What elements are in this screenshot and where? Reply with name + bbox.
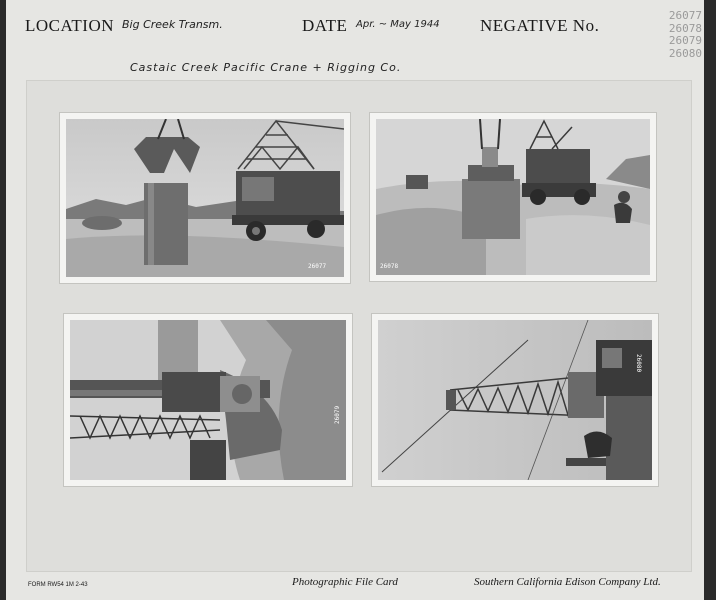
card-title: Photographic File Card xyxy=(292,576,398,588)
photo-crane-lattice-boom xyxy=(372,314,658,486)
photo-mount xyxy=(26,80,692,572)
negative-number-list xyxy=(632,10,702,60)
company-name: Southern California Edison Company Ltd. xyxy=(474,576,661,588)
right-border xyxy=(704,0,716,600)
photo-negative-number: 26078 xyxy=(380,263,399,270)
negative-number: 26079 xyxy=(668,34,702,47)
photo-negative-number: 26079 xyxy=(334,405,341,424)
photo-negative-number: 26077 xyxy=(308,263,327,270)
photo-image xyxy=(378,320,652,480)
negative-number: 26078 xyxy=(668,21,702,35)
photo-image xyxy=(376,119,650,275)
photo-image xyxy=(70,320,346,480)
location-value: Big Creek Transm. xyxy=(122,18,223,31)
negative-number: 26080 xyxy=(668,46,702,60)
photo-crane-boom-rotated xyxy=(64,314,352,486)
location-label: LOCATION xyxy=(25,16,114,35)
description: Castaic Creek Pacific Crane + Rigging Co. xyxy=(130,61,402,74)
negative-number: 26077 xyxy=(668,9,702,22)
photo-bucket-and-crane xyxy=(370,113,656,281)
photo-image xyxy=(66,119,344,277)
negative-label: NEGATIVE No. xyxy=(480,16,600,35)
photo-file-card xyxy=(6,0,704,600)
date-value: Apr. ~ May 1944 xyxy=(356,19,440,30)
date-label: DATE xyxy=(302,16,348,35)
photo-clamshell-bucket xyxy=(60,113,350,283)
form-code: FORM RW54 1M 2-43 xyxy=(28,582,88,588)
photo-negative-number: 26080 xyxy=(635,354,642,373)
